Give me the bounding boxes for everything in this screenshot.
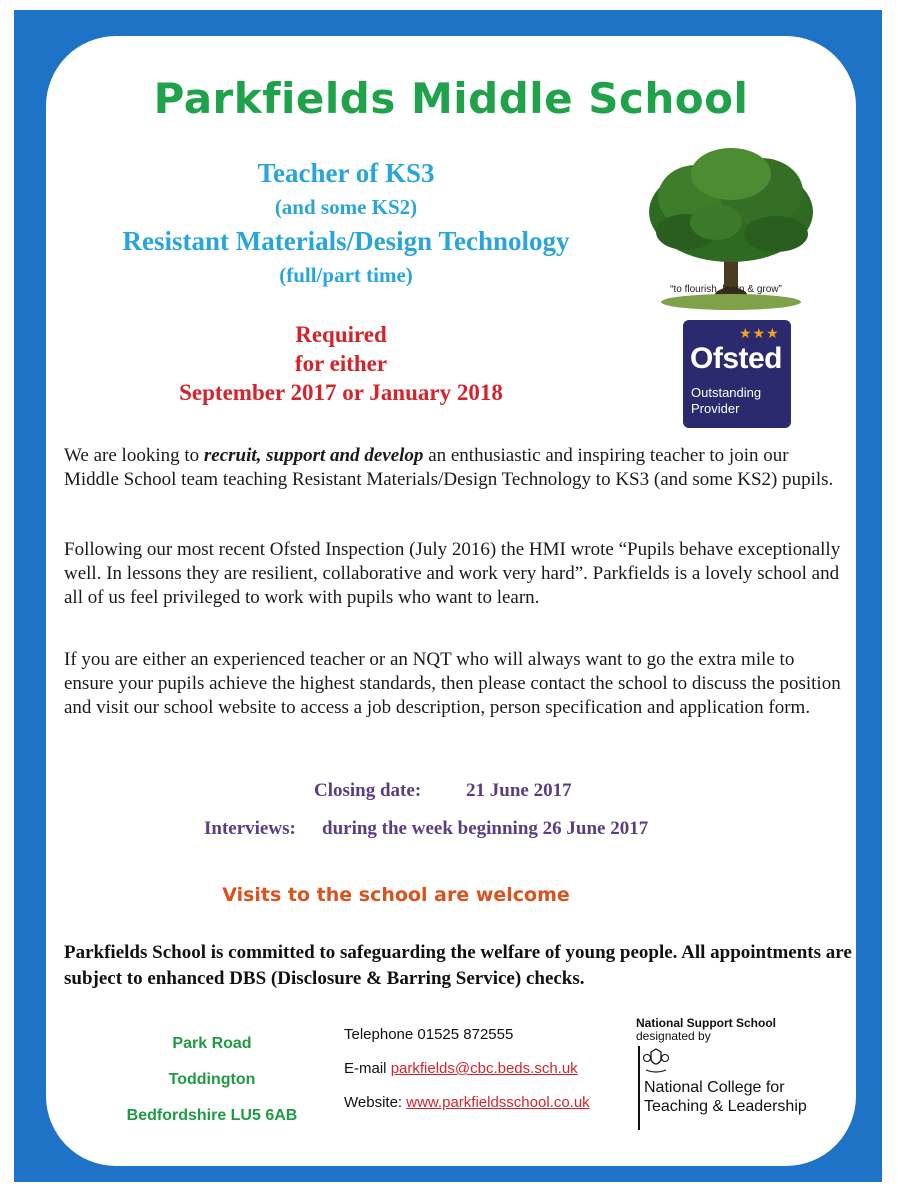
intro-post: an enthusiastic and inspiring teacher to join our Middle School team teaching Resistant Materials/Design Technology to KS3 (and some KS2) pupils. (64, 445, 834, 490)
job-title-line2: (and some KS2) (274, 195, 418, 219)
website-label: Website: (344, 1094, 403, 1111)
job-title-block (66, 156, 626, 292)
national-college-name (644, 1078, 844, 1116)
website-row (344, 1086, 644, 1120)
telephone-label: Telephone (344, 1026, 414, 1043)
contact-paragraph: If you are either an experienced teacher or an NQT who will always want to go the extra mile to ensure your pupils achieve the highest standards, then please contact the school to discuss the position and visit our school website to access a job description, person specification and application form. (64, 649, 841, 718)
intro-emphasis: recruit, support and develop (203, 445, 424, 466)
ofsted-paragraph: Following our most recent Ofsted Inspection (July 2016) the HMI wrote “Pupils behave exceptionally well. In lessons they are resilient, collaborative and work very hard”. Parkfields is a lovely school and all of us feel privileged to work with pupils who want to learn. (64, 539, 841, 608)
required-line3: September 2017 or January 2018 (179, 380, 503, 405)
school-motto: “to flourish, learn & grow” (670, 284, 782, 295)
interviews-value: during the week beginning 26 June 2017 (322, 818, 649, 839)
royal-crest-icon (642, 1048, 670, 1074)
job-title-line1: Teacher of KS3 (257, 158, 435, 188)
intro-paragraph (64, 444, 844, 492)
intro-pre: We are looking to (64, 445, 204, 466)
school-address (102, 1026, 322, 1134)
visits-note: Visits to the school are welcome (222, 884, 570, 906)
closing-date-label: Closing date: (314, 780, 422, 801)
job-title-line4: (full/part time) (279, 263, 413, 287)
ofsted-rating (691, 385, 761, 417)
telephone-number: 01525 872555 (417, 1026, 514, 1043)
address-line1: Park Road (172, 1035, 252, 1052)
college-line2: Teaching & Leadership (644, 1098, 807, 1115)
required-line1: Required (295, 322, 387, 347)
designated-by-label: designated by (636, 1029, 711, 1043)
address-line3: Bedfordshire LU5 6AB (126, 1107, 298, 1124)
email-label: E-mail (344, 1060, 387, 1077)
required-line2: for either (294, 351, 388, 376)
college-line1: National College for (644, 1079, 785, 1096)
job-title-line3: Resistant Materials/Design Technology (122, 226, 570, 256)
ofsted-rating-line1: Outstanding (691, 385, 762, 400)
email-link[interactable]: parkfields@cbc.beds.sch.uk (390, 1060, 578, 1077)
interviews-label: Interviews: (204, 818, 296, 839)
ofsted-stars: ★★★ (739, 327, 780, 342)
ofsted-badge (683, 320, 791, 428)
required-block (106, 320, 576, 407)
national-college-logo (636, 1016, 836, 1115)
ofsted-rating-line2: Provider (691, 401, 740, 416)
poster-card (46, 36, 856, 1166)
website-link[interactable]: www.parkfieldsschool.co.uk (406, 1094, 590, 1111)
email-row (344, 1052, 644, 1086)
telephone-row (344, 1018, 644, 1052)
contact-details (344, 1018, 644, 1120)
logo-divider (638, 1046, 640, 1130)
page-title: Parkfields Middle School (153, 74, 749, 123)
ofsted-name: Ofsted (690, 342, 783, 375)
closing-date-value: 21 June 2017 (466, 780, 572, 801)
national-support-school-label: National Support School (636, 1016, 776, 1030)
address-line2: Toddington (168, 1071, 256, 1088)
safeguarding-statement: Parkfields School is committed to safeguarding the welfare of young people. All appointments are subject to enhanced DBS (Disclosure & Barring Service) checks. (64, 942, 852, 989)
